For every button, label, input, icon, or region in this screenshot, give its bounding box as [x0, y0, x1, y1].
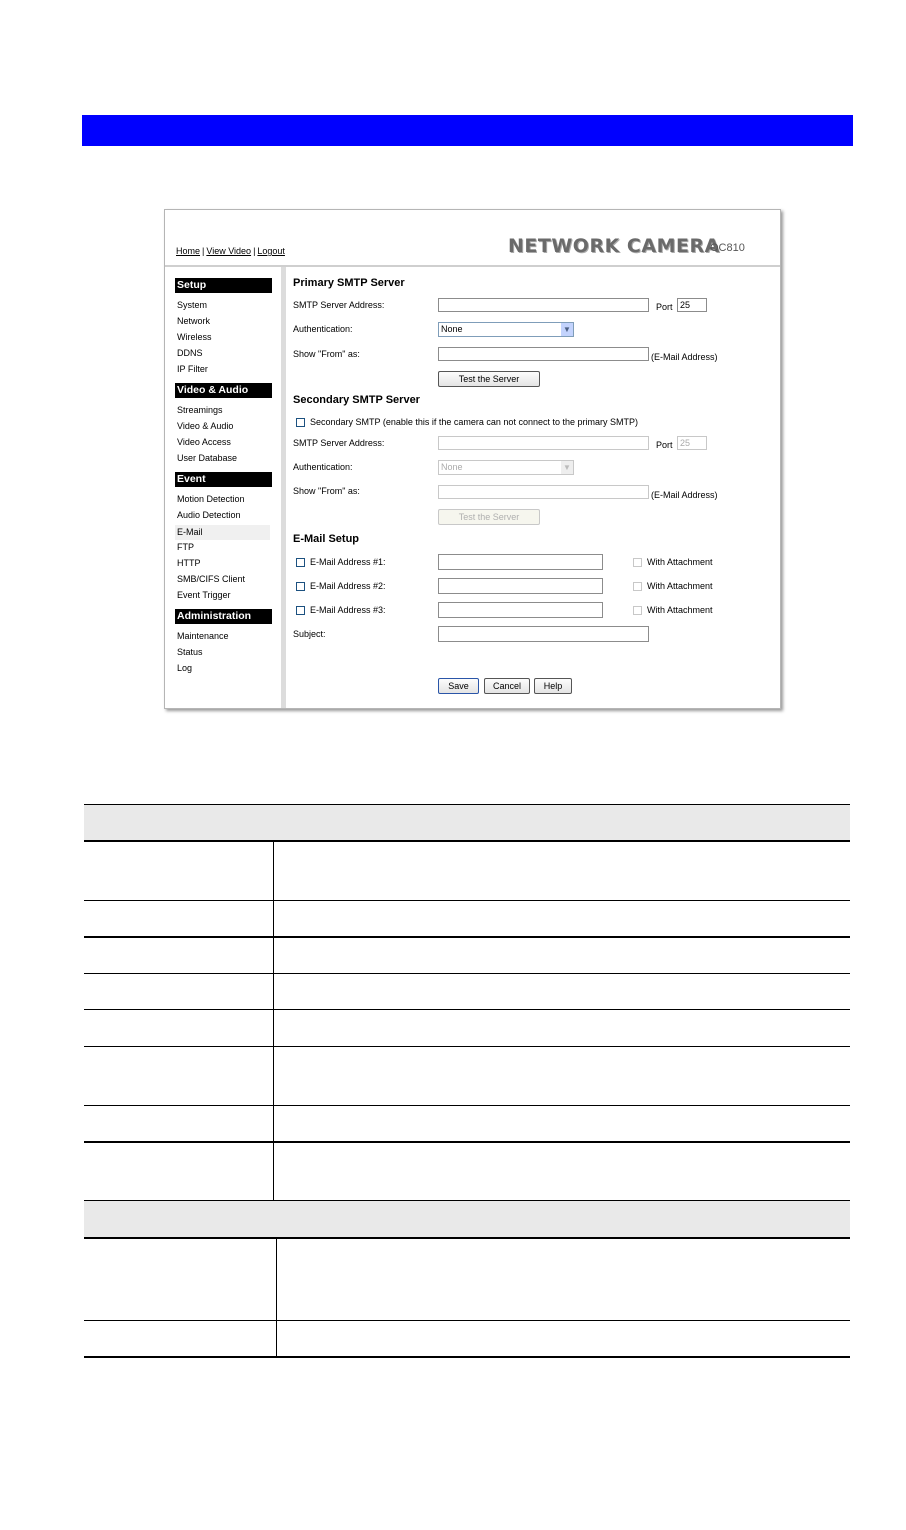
sidebar-item-ftp[interactable]: FTP — [177, 542, 194, 552]
email-1-label: E-Mail Address #1: — [310, 557, 386, 567]
email-1-attachment-label: With Attachment — [647, 557, 713, 567]
page-header-bar — [82, 115, 853, 146]
email-3-input[interactable] — [438, 602, 603, 618]
sidebar-section-event: Event — [175, 472, 272, 487]
primary-auth-value: None — [441, 324, 463, 334]
table-row — [84, 973, 850, 974]
sidebar-item-event-trigger[interactable]: Event Trigger — [177, 590, 231, 600]
secondary-smtp-heading: Secondary SMTP Server — [293, 394, 420, 406]
sidebar-item-system[interactable]: System — [177, 300, 208, 310]
secondary-from-input[interactable] — [438, 485, 649, 499]
email-3-attachment-label: With Attachment — [647, 605, 713, 615]
table-rule — [84, 1237, 850, 1239]
secondary-from-suffix: (E-Mail Address) — [651, 490, 718, 500]
logout-link[interactable]: Logout — [257, 246, 285, 256]
table-row — [84, 1009, 850, 1010]
sidebar-item-video-access[interactable]: Video Access — [177, 437, 231, 447]
view-video-link[interactable]: View Video — [206, 246, 252, 256]
secondary-enable-label: Secondary SMTP (enable this if the camera can not connect to the primary SMTP) — [310, 417, 638, 427]
help-button[interactable]: Help — [534, 678, 572, 694]
top-nav-links — [176, 246, 285, 256]
email-2-attachment-checkbox[interactable] — [633, 582, 642, 591]
secondary-test-server-button[interactable]: Test the Server — [438, 509, 540, 525]
chevron-down-icon: ▼ — [561, 323, 573, 336]
sidebar-item-smb-cifs-client[interactable]: SMB/CIFS Client — [177, 574, 246, 584]
brand-model: OC810 — [710, 242, 745, 254]
brand-title: NETWORK CAMERA — [508, 235, 720, 257]
table-section-header — [84, 1201, 850, 1237]
table-row — [84, 936, 850, 938]
primary-server-label: SMTP Server Address: — [293, 300, 385, 310]
chevron-down-icon: ▼ — [561, 461, 573, 474]
sidebar-section-setup: Setup — [175, 278, 272, 293]
sidebar-item-email[interactable]: E-Mail — [175, 525, 270, 540]
sidebar — [165, 267, 286, 708]
top-bar — [165, 210, 780, 267]
sidebar-item-http[interactable]: HTTP — [177, 558, 201, 568]
subject-input[interactable] — [438, 626, 649, 642]
primary-port-label: Port — [656, 302, 673, 312]
subject-label: Subject: — [293, 629, 326, 639]
sidebar-item-video-audio[interactable]: Video & Audio — [177, 421, 234, 431]
email-2-attachment-label: With Attachment — [647, 581, 713, 591]
sidebar-item-log[interactable]: Log — [177, 663, 193, 673]
email-settings-form — [291, 267, 771, 708]
primary-auth-select[interactable] — [438, 322, 574, 337]
secondary-server-label: SMTP Server Address: — [293, 438, 385, 448]
nav-separator: | — [253, 246, 256, 256]
sidebar-item-maintenance[interactable]: Maintenance — [177, 631, 229, 641]
sidebar-item-user-database[interactable]: User Database — [177, 453, 238, 463]
email-1-input[interactable] — [438, 554, 603, 570]
sidebar-section-video-audio: Video & Audio — [175, 383, 272, 398]
email-3-attachment-checkbox[interactable] — [633, 606, 642, 615]
table-row — [84, 900, 850, 901]
primary-auth-label: Authentication: — [293, 324, 353, 334]
email-3-label: E-Mail Address #3: — [310, 605, 386, 615]
sidebar-section-administration: Administration — [175, 609, 272, 624]
secondary-port-input[interactable] — [677, 436, 707, 450]
table-column-divider — [273, 842, 274, 1200]
sidebar-item-ip-filter[interactable]: IP Filter — [177, 364, 208, 374]
table-section-header — [84, 805, 850, 840]
email-3-checkbox[interactable] — [296, 606, 305, 615]
secondary-auth-value: None — [441, 462, 463, 472]
secondary-port-label: Port — [656, 440, 673, 450]
email-2-label: E-Mail Address #2: — [310, 581, 386, 591]
secondary-from-label: Show "From" as: — [293, 486, 360, 496]
primary-from-label: Show "From" as: — [293, 349, 360, 359]
primary-smtp-heading: Primary SMTP Server — [293, 277, 405, 289]
sidebar-item-status[interactable]: Status — [177, 647, 203, 657]
primary-test-server-button[interactable]: Test the Server — [438, 371, 540, 387]
home-link[interactable]: Home — [176, 246, 201, 256]
nav-separator: | — [202, 246, 205, 256]
secondary-auth-select[interactable] — [438, 460, 574, 475]
email-setup-heading: E-Mail Setup — [293, 533, 360, 545]
secondary-server-input[interactable] — [438, 436, 649, 450]
primary-server-input[interactable] — [438, 298, 649, 312]
primary-from-input[interactable] — [438, 347, 649, 361]
camera-web-ui-screenshot — [164, 209, 781, 709]
email-2-checkbox[interactable] — [296, 582, 305, 591]
save-button[interactable]: Save — [438, 678, 479, 694]
email-1-attachment-checkbox[interactable] — [633, 558, 642, 567]
primary-from-suffix: (E-Mail Address) — [651, 352, 718, 362]
email-1-checkbox[interactable] — [296, 558, 305, 567]
sidebar-item-audio-detection[interactable]: Audio Detection — [177, 510, 241, 520]
sidebar-item-wireless[interactable]: Wireless — [177, 332, 212, 342]
table-rule — [84, 840, 850, 842]
sidebar-item-network[interactable]: Network — [177, 316, 211, 326]
table-rule — [84, 1356, 850, 1358]
primary-port-input[interactable] — [677, 298, 707, 312]
secondary-auth-label: Authentication: — [293, 462, 353, 472]
email-2-input[interactable] — [438, 578, 603, 594]
table-row — [84, 1105, 850, 1106]
table-column-divider — [276, 1239, 277, 1357]
sidebar-item-ddns[interactable]: DDNS — [177, 348, 203, 358]
table-row — [84, 1141, 850, 1143]
table-row — [84, 1320, 850, 1321]
table-row — [84, 1046, 850, 1047]
cancel-button[interactable]: Cancel — [484, 678, 530, 694]
sidebar-item-streamings[interactable]: Streamings — [177, 405, 223, 415]
sidebar-item-motion-detection[interactable]: Motion Detection — [177, 494, 245, 504]
secondary-enable-checkbox[interactable] — [296, 418, 305, 427]
